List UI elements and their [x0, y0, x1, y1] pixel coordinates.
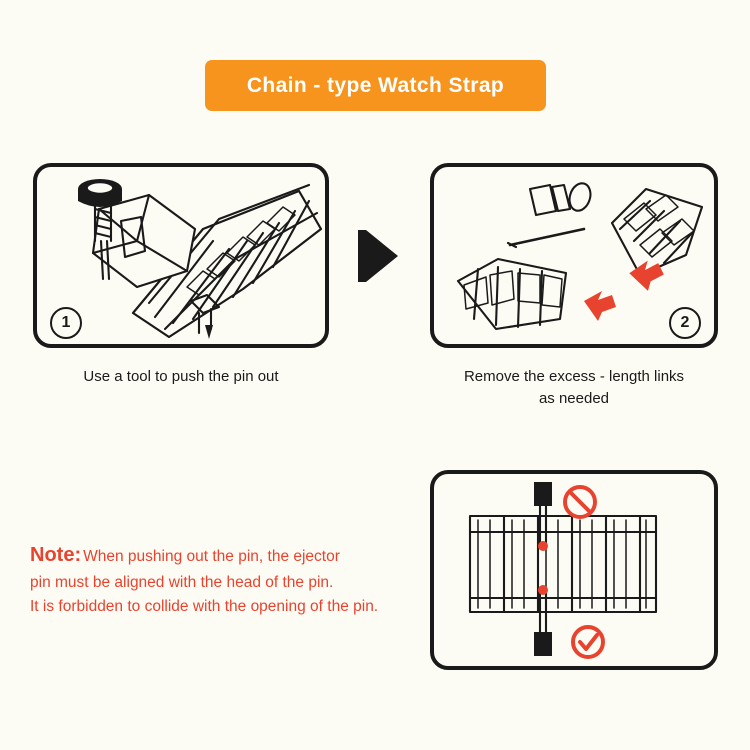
- flow-arrow-icon: [352, 228, 404, 284]
- step-2-caption: [420, 366, 728, 410]
- page-title: Chain - type Watch Strap: [246, 73, 505, 97]
- prohibited-icon: [565, 487, 595, 517]
- step-2-panel: [430, 163, 718, 348]
- detail-illustration: [434, 474, 714, 666]
- page-title-banner: [205, 60, 546, 111]
- step-1-caption: Use a tool to push the pin out: [83, 368, 279, 385]
- note-label: Note:: [30, 544, 82, 566]
- step-2-caption-line-1: Remove the excess - length links: [463, 368, 685, 385]
- step-2-badge: 2: [669, 307, 701, 339]
- check-circle-icon: [573, 627, 603, 657]
- step-1-panel: [33, 163, 329, 348]
- note-line-1: When pushing out the pin, the ejector: [83, 548, 340, 565]
- note-block: [30, 540, 410, 619]
- step-1-badge: 1: [50, 307, 82, 339]
- note-line-3: It is forbidden to collide with the opening of the pin.: [30, 598, 379, 616]
- step-2-caption-line-2: as needed: [538, 389, 610, 407]
- note-line-2: pin must be aligned with the head of the pin.: [30, 574, 334, 591]
- detail-panel: [430, 470, 718, 670]
